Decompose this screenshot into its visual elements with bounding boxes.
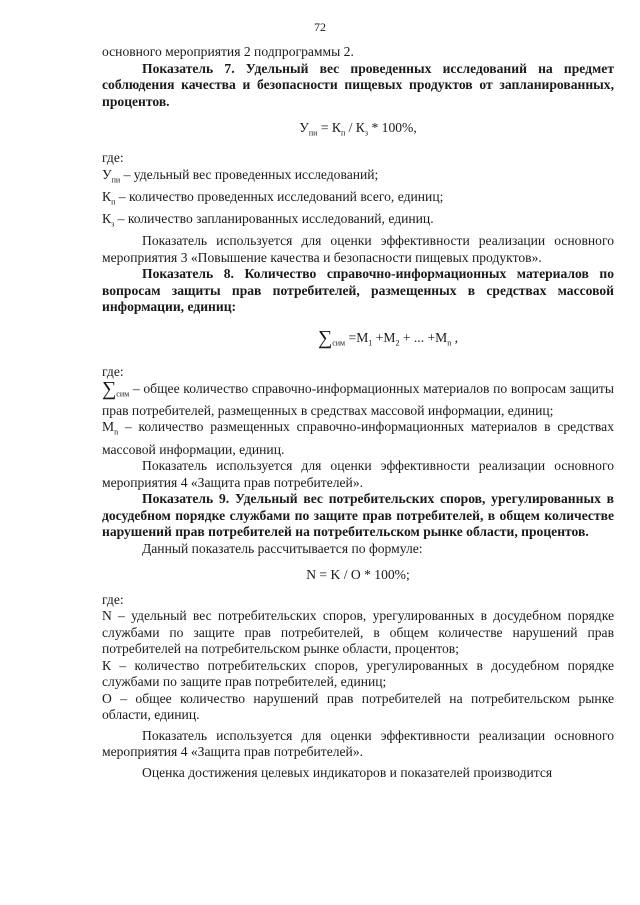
definition-text: – количество размещенных справочно-информационных материалов в средствах массовой информации, единиц. bbox=[102, 419, 614, 457]
formula-subscript: n bbox=[447, 338, 452, 348]
formula-text: , bbox=[451, 329, 459, 345]
page-number: 72 bbox=[314, 20, 326, 34]
where-label: где: bbox=[102, 364, 124, 380]
formula-subscript: 2 bbox=[395, 338, 400, 348]
usage-paragraph: Показатель используется для оценки эффективности реализации основного мероприятия 4 «Защита прав потребителей». bbox=[102, 458, 614, 490]
document-body bbox=[102, 44, 614, 781]
definition-line: N – удельный вес потребительских споров, урегулированных в досудебном порядке службами по защите прав потребителей, в общем количестве нарушений прав потребителей на потребительском рынке области, процентов; bbox=[102, 608, 614, 657]
definition-line bbox=[102, 211, 614, 233]
definition-line bbox=[102, 419, 614, 458]
formula-subscript: сим bbox=[332, 338, 346, 348]
definition-subscript: з bbox=[111, 219, 115, 229]
formula-text: + ... +М bbox=[399, 329, 448, 345]
formula-indicator-8 bbox=[102, 326, 614, 352]
sum-symbol: ∑ bbox=[102, 377, 117, 400]
formula-symbol: У bbox=[299, 120, 309, 135]
where-label: где: bbox=[102, 591, 124, 607]
definition-subscript: п bbox=[111, 197, 116, 207]
usage-paragraph: Показатель используется для оценки эффективности реализации основного мероприятия 4 «Защита прав потребителей». bbox=[102, 727, 614, 760]
definition-line bbox=[102, 167, 614, 189]
formula-indicator-9: N = K / O * 100%; bbox=[306, 567, 410, 583]
formula-text: * 100%, bbox=[368, 120, 417, 135]
formula-subscript: з bbox=[364, 128, 369, 138]
definition-subscript: n bbox=[114, 428, 119, 438]
definition-line bbox=[102, 377, 614, 420]
definition-text: – количество проведенных исследований всего, единиц; bbox=[115, 188, 444, 204]
definition-line bbox=[102, 189, 614, 211]
formula-indicator-7 bbox=[102, 120, 614, 142]
paragraph-continuation: основного мероприятия 2 подпрограммы 2. bbox=[102, 44, 354, 59]
formula-subscript: п bbox=[340, 128, 346, 138]
definition-text: – количество запланированных исследований, единиц. bbox=[114, 211, 434, 227]
formula-text: =М bbox=[345, 329, 369, 345]
indicator-9-heading: Показатель 9. Удельный вес потребительских споров, урегулированных в досудебном порядке службами по защите прав потребителей, в общем количестве нарушений прав потребителей на потребительском рынке области, процентов. bbox=[102, 491, 614, 540]
formula-text: = К bbox=[317, 120, 341, 135]
definition-symbol: М bbox=[102, 419, 115, 435]
definition-subscript: сим bbox=[116, 389, 130, 399]
formula-subscript: 1 bbox=[368, 338, 373, 348]
formula-intro: Данный показатель рассчитывается по формуле: bbox=[142, 540, 423, 556]
definition-line: О – общее количество нарушений прав потребителей на потребительском рынке области, единиц. bbox=[102, 690, 614, 723]
usage-paragraph: Показатель используется для оценки эффективности реализации основного мероприятия 3 «Повышение качества и безопасности пищевых продуктов». bbox=[102, 233, 614, 265]
formula-text: / К bbox=[345, 120, 365, 135]
definition-subscript: пи bbox=[111, 175, 121, 185]
closing-paragraph: Оценка достижения целевых индикаторов и показателей производится bbox=[142, 764, 553, 780]
formula-subscript: пи bbox=[308, 128, 318, 138]
definition-line: К – количество потребительских споров, урегулированных в досудебном порядке службами по защите прав потребителей, единиц; bbox=[102, 657, 614, 690]
definition-text: – общее количество справочно-информационных материалов по вопросам защиты прав потребителей, размещенных в средствах массовой информации, единиц; bbox=[102, 380, 614, 418]
definition-symbol: К bbox=[102, 211, 112, 227]
definition-text: – удельный вес проведенных исследований; bbox=[120, 166, 379, 182]
sum-symbol: ∑ bbox=[317, 326, 333, 349]
definition-symbol: У bbox=[102, 166, 112, 182]
definition-symbol: К bbox=[102, 188, 112, 204]
formula-text: +М bbox=[372, 329, 396, 345]
indicator-8-heading: Показатель 8. Количество справочно-информационных материалов по вопросам защиты прав потребителей, размещенных в средствах массовой информации, единиц: bbox=[102, 266, 614, 315]
indicator-7-heading: Показатель 7. Удельный вес проведенных исследований на предмет соблюдения качества и безопасности пищевых продуктов от запланированных, процентов. bbox=[102, 60, 614, 109]
where-label: где: bbox=[102, 150, 124, 166]
